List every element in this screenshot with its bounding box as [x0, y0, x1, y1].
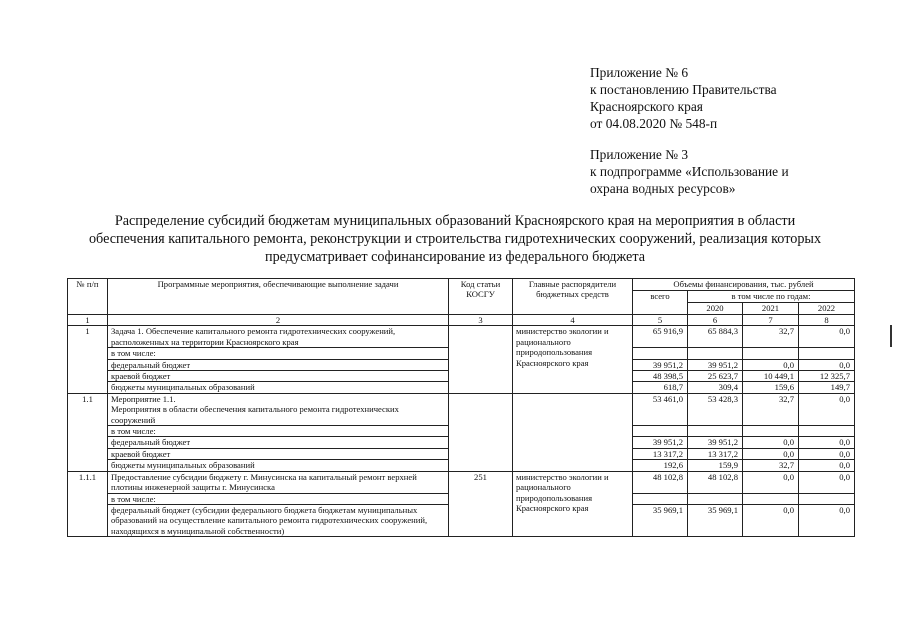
approval-2-line: к подпрограмме «Использование и	[590, 164, 789, 179]
header-year-2021: 2021	[743, 303, 799, 315]
value-2022: 0,0	[799, 359, 855, 370]
col-number: 3	[449, 315, 513, 326]
value-2022: 0,0	[799, 471, 855, 493]
value-total: 53 461,0	[633, 393, 688, 425]
value-2021: 0,0	[743, 448, 799, 459]
row-name-line: Мероприятия в области обеспечения капитального ремонта гидротехнических сооружений	[111, 404, 399, 425]
title-line: Распределение субсидий бюджетам муниципальных образований Красноярского края на мероприятия в области	[114, 213, 796, 229]
value-2021: 0,0	[743, 437, 799, 448]
value-2020: 65 884,3	[688, 326, 743, 348]
approval-2-line: охрана водных ресурсов»	[590, 181, 736, 196]
value-2022: 12 325,7	[799, 371, 855, 382]
row-manager	[513, 393, 633, 471]
row-manager: министерство экологии и рационального природопользования Красноярского края	[513, 326, 633, 393]
approval-block-1	[590, 64, 777, 132]
value-total: 192,6	[633, 460, 688, 471]
title-line: обеспечения капитального ремонта, реконструкции и строительства гидротехнических сооружений, реализация которых	[88, 231, 822, 247]
value-2021: 32,7	[743, 460, 799, 471]
value-2022: 0,0	[799, 326, 855, 348]
approval-2-line: Приложение № 3	[590, 147, 689, 162]
row-name: в том числе:	[108, 493, 449, 504]
header-kosgu: Код статьи КОСГУ	[449, 279, 513, 315]
value-2021: 0,0	[743, 471, 799, 493]
approval-1-line: от 04.08.2020 № 548-п	[590, 116, 718, 131]
value-2020: 48 102,8	[688, 471, 743, 493]
row-name: федеральный бюджет	[108, 359, 449, 370]
row-name	[108, 393, 449, 425]
value-2020: 35 969,1	[688, 504, 743, 536]
value-2020: 53 428,3	[688, 393, 743, 425]
row-name: в том числе:	[108, 348, 449, 359]
row-name-line: Мероприятие 1.1.	[111, 393, 176, 404]
value-2021: 32,7	[743, 326, 799, 348]
header-num: № п/п	[68, 279, 108, 315]
subsidy-table	[67, 278, 855, 537]
value-2021: 32,7	[743, 393, 799, 425]
value-total: 618,7	[633, 382, 688, 393]
value-2020: 39 951,2	[688, 359, 743, 370]
value-total: 39 951,2	[633, 359, 688, 370]
row-num: 1.1	[68, 393, 108, 471]
col-number: 8	[799, 315, 855, 326]
value-2021: 0,0	[743, 504, 799, 536]
col-number: 6	[688, 315, 743, 326]
value-2020: 309,4	[688, 382, 743, 393]
value-total: 13 317,2	[633, 448, 688, 459]
row-name: бюджеты муниципальных образований	[108, 382, 449, 393]
value-total: 39 951,2	[633, 437, 688, 448]
row-name: Задача 1. Обеспечение капитального ремонта гидротехнических сооружений, расположенных на территории Красноярского края	[108, 326, 449, 348]
value-total: 48 102,8	[633, 471, 688, 493]
header-total: всего	[633, 291, 688, 315]
row-name: краевой бюджет	[108, 371, 449, 382]
row-name: бюджеты муниципальных образований	[108, 460, 449, 471]
value-2020: 159,9	[688, 460, 743, 471]
col-number: 4	[513, 315, 633, 326]
header-program: Программные мероприятия, обеспечивающие выполнение задачи	[108, 279, 449, 315]
header-year-2022: 2022	[799, 303, 855, 315]
document-title	[40, 212, 870, 266]
row-name: в том числе:	[108, 426, 449, 437]
value-2022: 0,0	[799, 460, 855, 471]
value-2022: 0,0	[799, 437, 855, 448]
row-name: федеральный бюджет	[108, 437, 449, 448]
table-row	[68, 471, 855, 493]
value-2020: 39 951,2	[688, 437, 743, 448]
row-name: краевой бюджет	[108, 448, 449, 459]
value-2020: 13 317,2	[688, 448, 743, 459]
row-num: 1	[68, 326, 108, 393]
col-number: 1	[68, 315, 108, 326]
value-2022: 0,0	[799, 393, 855, 425]
approval-1-line: Приложение № 6	[590, 65, 689, 80]
header-volumes: Объемы финансирования, тыс. рублей	[633, 279, 855, 291]
value-total: 65 916,9	[633, 326, 688, 348]
value-total: 48 398,5	[633, 371, 688, 382]
header-year-2020: 2020	[688, 303, 743, 315]
col-number: 7	[743, 315, 799, 326]
value-2022: 149,7	[799, 382, 855, 393]
margin-mark	[890, 325, 892, 347]
value-2022: 0,0	[799, 504, 855, 536]
header-by-years: в том числе по годам:	[688, 291, 855, 303]
header-managers: Главные распорядители бюджетных средств	[513, 279, 633, 315]
row-name: федеральный бюджет (субсидии федерального бюджета бюджетам муниципальных образований на осуществление капитального ремонта гидротехнических сооружений, находящихся в муниципальной собственности)	[108, 504, 449, 536]
row-kosgu	[449, 393, 513, 471]
col-number: 2	[108, 315, 449, 326]
table-row	[68, 393, 855, 425]
approval-block-2	[590, 146, 789, 197]
approval-1-line: к постановлению Правительства	[590, 82, 777, 97]
value-2020: 25 623,7	[688, 371, 743, 382]
col-number: 5	[633, 315, 688, 326]
value-total: 35 969,1	[633, 504, 688, 536]
approval-1-line: Красноярского края	[590, 99, 703, 114]
row-num: 1.1.1	[68, 471, 108, 536]
value-2022: 0,0	[799, 448, 855, 459]
row-name: Предоставление субсидии бюджету г. Минусинска на капитальный ремонт верхней плотины инженерной защиты г. Минусинска	[108, 471, 449, 493]
value-2021: 0,0	[743, 359, 799, 370]
value-2021: 159,6	[743, 382, 799, 393]
value-2021: 10 449,1	[743, 371, 799, 382]
table-row	[68, 326, 855, 348]
row-manager: министерство экологии и рационального природопользования Красноярского края	[513, 471, 633, 536]
row-kosgu: 251	[449, 471, 513, 536]
row-kosgu	[449, 326, 513, 393]
title-line: предусматривает софинансирование из федерального бюджета	[264, 249, 646, 265]
